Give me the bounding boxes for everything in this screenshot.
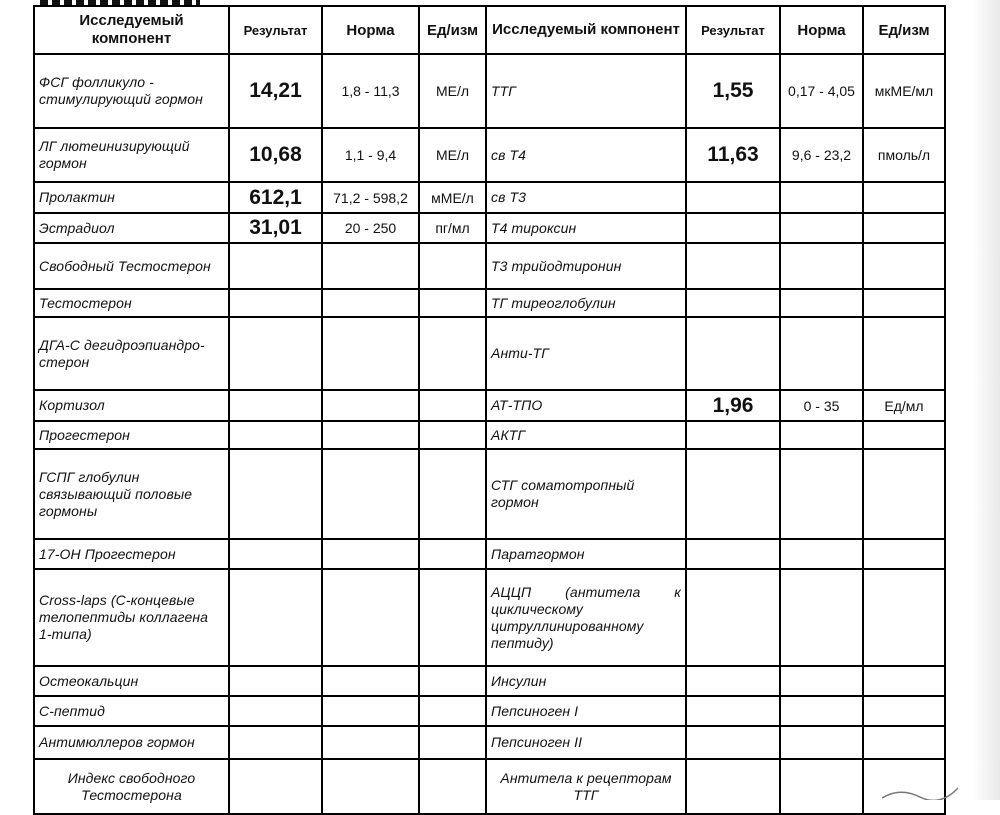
unit-right (863, 569, 945, 666)
component-name-right: ТТГ (486, 54, 686, 128)
result-value-left: 612,1 (229, 182, 322, 213)
norm-range-right: 9,6 - 23,2 (780, 128, 863, 182)
component-name-right: АКТГ (486, 421, 686, 449)
header-component-right: Исследуемый компонент (486, 6, 686, 54)
unit-left (419, 289, 486, 317)
unit-left (419, 421, 486, 449)
norm-range-left (322, 289, 419, 317)
result-value-right (686, 726, 780, 759)
unit-right (863, 182, 945, 213)
unit-right (863, 243, 945, 289)
norm-range-left (322, 390, 419, 421)
unit-left (419, 569, 486, 666)
result-value-left (229, 539, 322, 569)
result-value-left (229, 759, 322, 814)
unit-left (419, 726, 486, 759)
component-name-right: Т4 тироксин (486, 213, 686, 243)
norm-range-right (780, 317, 863, 390)
table-row (34, 317, 945, 390)
norm-range-left: 1,1 - 9,4 (322, 128, 419, 182)
result-value-left (229, 243, 322, 289)
header-norm-left: Норма (322, 6, 419, 54)
table-row (34, 569, 945, 666)
result-value-right (686, 539, 780, 569)
norm-range-right (780, 726, 863, 759)
result-value-left: 14,21 (229, 54, 322, 128)
result-value-left: 10,68 (229, 128, 322, 182)
component-name-left: Антимюллеров гормон (34, 726, 229, 759)
component-name-right: АЦЦП (антитела к циклическому цитруллинированному пептиду) (486, 569, 686, 666)
page-edge-shadow (972, 0, 1000, 800)
component-name-left: Прогестерон (34, 421, 229, 449)
table-header-row (34, 6, 945, 54)
table-row (34, 128, 945, 182)
component-name-left: Свободный Тестостерон (34, 243, 229, 289)
header-norm-right: Норма (780, 6, 863, 54)
component-name-left: Пролактин (34, 182, 229, 213)
norm-range-right (780, 449, 863, 539)
result-value-right (686, 696, 780, 726)
unit-left (419, 759, 486, 814)
header-result-right: Результат (686, 6, 780, 54)
norm-range-right (780, 539, 863, 569)
result-value-left (229, 726, 322, 759)
norm-range-left (322, 759, 419, 814)
table-row (34, 289, 945, 317)
unit-right: мкМЕ/мл (863, 54, 945, 128)
norm-range-left (322, 449, 419, 539)
component-name-right: Инсулин (486, 666, 686, 696)
table-row (34, 243, 945, 289)
norm-range-right (780, 569, 863, 666)
component-name-right: Пепсиноген I (486, 696, 686, 726)
result-value-right (686, 243, 780, 289)
unit-right: пмоль/л (863, 128, 945, 182)
result-value-right: 1,55 (686, 54, 780, 128)
component-name-left: Cross-laps (C-концевые телопептиды коллагена 1-типа) (34, 569, 229, 666)
norm-range-left: 71,2 - 598,2 (322, 182, 419, 213)
norm-range-left (322, 317, 419, 390)
component-name-left: Кортизол (34, 390, 229, 421)
unit-right (863, 289, 945, 317)
unit-right (863, 696, 945, 726)
pen-mark (880, 785, 960, 800)
norm-range-right (780, 243, 863, 289)
norm-range-left (322, 696, 419, 726)
header-result-left: Результат (229, 6, 322, 54)
table-row (34, 666, 945, 696)
unit-left (419, 449, 486, 539)
unit-left (419, 317, 486, 390)
norm-range-left: 1,8 - 11,3 (322, 54, 419, 128)
result-value-right: 1,96 (686, 390, 780, 421)
unit-left: пг/мл (419, 213, 486, 243)
result-value-right: 11,63 (686, 128, 780, 182)
result-value-right (686, 666, 780, 696)
result-value-left (229, 317, 322, 390)
norm-range-left (322, 421, 419, 449)
result-value-left (229, 289, 322, 317)
component-name-right: ТГ тиреоглобулин (486, 289, 686, 317)
component-name-left: ФСГ фолликуло - стимулирующий гормон (34, 54, 229, 128)
result-value-left (229, 390, 322, 421)
result-value-right (686, 317, 780, 390)
norm-range-right (780, 666, 863, 696)
norm-range-left (322, 539, 419, 569)
norm-range-right (780, 289, 863, 317)
component-name-left: Остеокальцин (34, 666, 229, 696)
norm-range-left (322, 569, 419, 666)
norm-range-right (780, 182, 863, 213)
table-row (34, 182, 945, 213)
unit-right (863, 666, 945, 696)
table-row (34, 390, 945, 421)
unit-left: МЕ/л (419, 54, 486, 128)
table-row (34, 54, 945, 128)
table-row (34, 726, 945, 759)
table-row (34, 539, 945, 569)
norm-range-left (322, 243, 419, 289)
component-name-right: СТГ соматотропный гормон (486, 449, 686, 539)
unit-right (863, 317, 945, 390)
component-name-left: 17-ОН Прогестерон (34, 539, 229, 569)
norm-range-left: 20 - 250 (322, 213, 419, 243)
result-value-left (229, 421, 322, 449)
component-name-right: Антитела к рецепторам ТТГ (486, 759, 686, 814)
component-name-right: Т3 трийодтиронин (486, 243, 686, 289)
component-name-left: Тестостерон (34, 289, 229, 317)
result-value-left (229, 449, 322, 539)
norm-range-left (322, 726, 419, 759)
unit-right (863, 213, 945, 243)
result-value-right (686, 569, 780, 666)
unit-right: Ед/мл (863, 390, 945, 421)
unit-right (863, 421, 945, 449)
unit-left: мМЕ/л (419, 182, 486, 213)
unit-right (863, 539, 945, 569)
component-name-right: св Т3 (486, 182, 686, 213)
component-name-left: ЛГ лютеинизирующий гормон (34, 128, 229, 182)
component-name-right: Анти-ТГ (486, 317, 686, 390)
table-row (34, 759, 945, 814)
component-name-right: АТ-ТПО (486, 390, 686, 421)
result-value-right (686, 449, 780, 539)
result-value-right (686, 289, 780, 317)
component-name-right: св Т4 (486, 128, 686, 182)
header-unit-right: Ед/изм (863, 6, 945, 54)
lab-results-table (33, 5, 946, 815)
unit-right (863, 449, 945, 539)
component-name-left: ГСПГ глобулин связывающий половые гормоны (34, 449, 229, 539)
component-name-left: Индекс свободного Тестостерона (34, 759, 229, 814)
norm-range-right (780, 421, 863, 449)
result-value-right (686, 213, 780, 243)
table-row (34, 696, 945, 726)
header-unit-left: Ед/изм (419, 6, 486, 54)
component-name-left: ДГА-С дегидроэпиандро-стерон (34, 317, 229, 390)
norm-range-right (780, 759, 863, 814)
unit-left (419, 539, 486, 569)
unit-left: МЕ/л (419, 128, 486, 182)
unit-left (419, 390, 486, 421)
table-row (34, 449, 945, 539)
result-value-left (229, 696, 322, 726)
component-name-right: Паратгормон (486, 539, 686, 569)
component-name-left: С-пептид (34, 696, 229, 726)
result-value-right (686, 759, 780, 814)
component-name-right: Пепсиноген II (486, 726, 686, 759)
result-value-left (229, 569, 322, 666)
norm-range-right (780, 696, 863, 726)
result-value-right (686, 421, 780, 449)
result-value-right (686, 182, 780, 213)
norm-range-right (780, 213, 863, 243)
result-value-left: 31,01 (229, 213, 322, 243)
norm-range-left (322, 666, 419, 696)
unit-left (419, 243, 486, 289)
header-component-left: Исследуемый компонент (34, 6, 229, 54)
result-value-left (229, 666, 322, 696)
table-row (34, 421, 945, 449)
component-name-left: Эстрадиол (34, 213, 229, 243)
unit-left (419, 666, 486, 696)
unit-left (419, 696, 486, 726)
table-row (34, 213, 945, 243)
norm-range-right: 0 - 35 (780, 390, 863, 421)
norm-range-right: 0,17 - 4,05 (780, 54, 863, 128)
unit-right (863, 726, 945, 759)
